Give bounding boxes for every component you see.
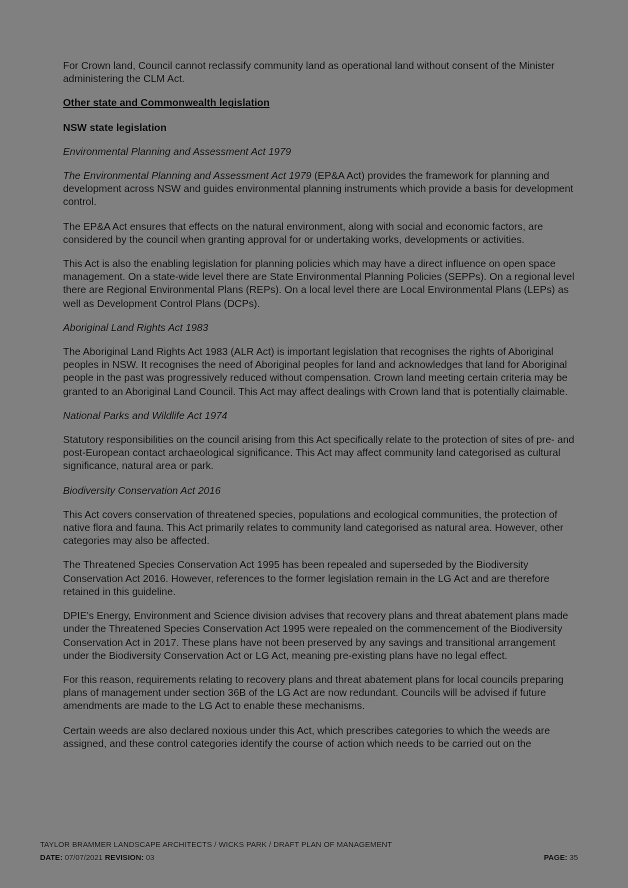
act-title-npw: National Parks and Wildlife Act 1974	[63, 410, 228, 422]
paragraph-epa-effects: The EP&A Act ensures that effects on the natural environment, along with social and economic factors, are considered by the council when granting approval for or undertaking works, developments or activities.	[63, 221, 544, 246]
page-footer	[40, 838, 578, 864]
subheading-nsw-state-legislation: NSW state legislation	[63, 122, 167, 134]
act-title-alr: Aboriginal Land Rights Act 1983	[63, 322, 209, 334]
paragraph-biodiversity-scope: This Act covers conservation of threatened species, populations and ecological communities, the protection of native flora and fauna. This Act primarily relates to community land categorised as natural area. However, other categories may also be affected.	[63, 509, 564, 548]
revision-value: 03	[145, 853, 155, 862]
footer-date-revision	[40, 851, 154, 864]
paragraph-npw: Statutory responsibilities on the council arising from this Act specifically relate to the protection of sites of pre- and post-European contact archaeological significance. This Act may affect community land categorised as cultural significance, natural area or park.	[63, 435, 575, 473]
paragraph-redundant-requirements: For this reason, requirements relating to recovery plans and threat abatement plans for local councils preparing plans of management under section 36B of the LG Act are now redundant. Councils will be advised if future amendments are made to the LG Act to enable these mechanisms.	[63, 674, 564, 713]
act-title-epa: Environmental Planning and Assessment Act 1979	[63, 146, 292, 158]
paragraph-epa-planning-policies: This Act is also the enabling legislation for planning policies which may have a direct influence on open space management. On a state-wide level there are State Environmental Planning Policies (SEPPs). On a regional level there are Regional Environmental Plans (REPs). On a local level there are Local Environmental Plans (LEPs) as well as Development Control Plans (DCPs).	[63, 259, 575, 310]
page-value: 35	[569, 853, 578, 862]
date-label: DATE:	[40, 853, 63, 862]
act-name-italic: The Environmental Planning and Assessment Act 1979	[63, 171, 312, 183]
revision-label: REVISION:	[104, 853, 144, 862]
paragraph-dpie-advice: DPIE's Energy, Environment and Science division advises that recovery plans and threat abatement plans made under the Threatened Species Conservation Act 1995 were repealed on the commencement of the Biodiversity Conservation Act in 2017. These plans have not been preserved by any savings and transitional arrangement under the Biodiversity Conservation Act or LG Act, meaning pre-existing plans have no legal effect.	[63, 611, 569, 662]
footer-page-number	[544, 851, 578, 864]
paragraph-crown-land: For Crown land, Council cannot reclassify community land as operational land without consent of the Minister administering the CLM Act.	[63, 61, 555, 86]
paragraph-noxious-weeds: Certain weeds are also declared noxious under this Act, which prescribes categories to which the weeds are assigned, and these control categories identify the course of action which needs to be carried out on the	[63, 725, 550, 750]
paragraph-tsc-repealed: The Threatened Species Conservation Act 1995 has been repealed and superseded by the Biodiversity Conservation Act 2016. However, references to the former legislation remain in the LG Act and are therefore retained in this guideline.	[63, 560, 550, 598]
paragraph-text: (EP&A Act) provides the framework for planning and development across NSW and guides environmental planning instruments which provide a basis for development control.	[63, 171, 574, 209]
footer-project-title: TAYLOR BRAMMER LANDSCAPE ARCHITECTS / WICKS PARK / DRAFT PLAN OF MANAGEMENT	[40, 840, 393, 849]
section-heading-other-legislation: Other state and Commonwealth legislation	[63, 98, 270, 110]
document-body	[63, 60, 579, 762]
paragraph-alr: The Aboriginal Land Rights Act 1983 (ALR Act) is important legislation that recognises the rights of Aboriginal peoples in NSW. It recognises the need of Aboriginal peoples for land and acknowledges that land for Aboriginal people in the past was progressively reduced without compensation. Crown land meeting certain criteria may be granted to an Aboriginal Land Council. This Act may affect dealings with Crown land that is potentially claimable.	[63, 347, 568, 398]
act-title-biodiversity: Biodiversity Conservation Act 2016	[63, 485, 221, 497]
footer-meta	[40, 851, 578, 864]
page-label: PAGE:	[543, 853, 568, 862]
date-value: 07/07/2021	[64, 853, 103, 862]
paragraph-epa-framework	[63, 170, 579, 210]
